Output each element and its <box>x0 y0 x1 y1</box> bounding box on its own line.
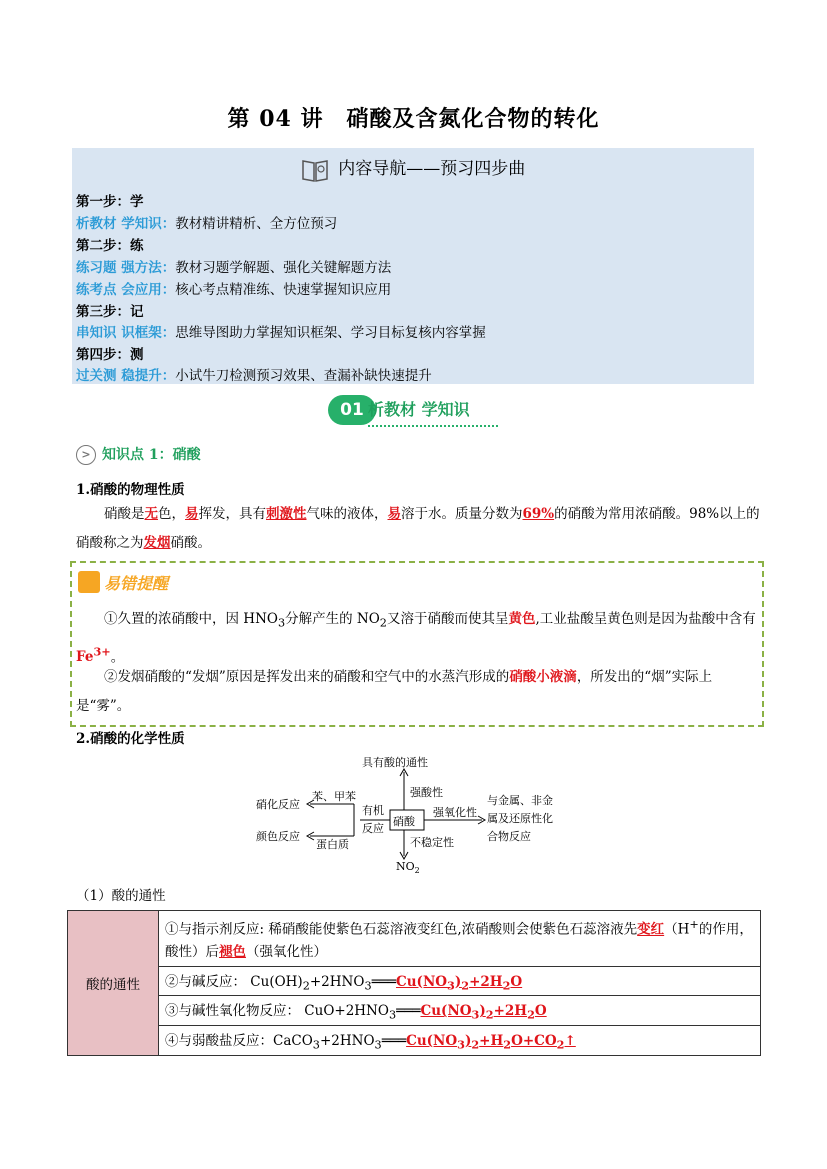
table-row <box>68 966 761 996</box>
nav-line: 析教材 学知识：教材精讲精析、全方位预习 <box>76 216 338 232</box>
table-cell: ②与碱反应： $Cu(OH)_2+2HNO_3═══Cu(NO_3)_2+2H_2O$ <box>159 966 761 996</box>
table-row <box>68 911 761 967</box>
nav-step-1: 第一步：学 <box>76 194 144 210</box>
diagram-r1: 强酸性 <box>410 786 443 799</box>
diagram-left2: 颜色反应 <box>256 830 300 843</box>
diagram-left1: 硝化反应 <box>256 798 300 811</box>
nav-heading <box>72 154 754 183</box>
diagram-org-sub2: 蛋白质 <box>316 838 349 851</box>
diagram-right3: 合物反应 <box>487 830 531 843</box>
section-label: 析教材 学知识 <box>368 400 470 419</box>
tip-badge: 易错提醒 <box>78 571 208 593</box>
chemical-properties-heading: 2.硝酸的化学性质 <box>76 731 185 747</box>
error-tip-box <box>70 561 764 727</box>
table-cell: ③与碱性氧化物反应： $CuO+2HNO_3═══Cu(NO_3)_2+2H_2O$ <box>159 996 761 1026</box>
nav-step-4: 第四步：测 <box>76 347 144 363</box>
nav-line: 过关测 稳提升：小试牛刀检测预习效果、查漏补缺快速提升 <box>76 368 432 384</box>
acid-properties-table <box>67 910 761 1056</box>
diagram-bottom: $NO_2$ <box>396 860 420 875</box>
nav-line: 串知识 识框架：思维导图助力掌握知识框架、学习目标复核内容掌握 <box>76 325 486 341</box>
warning-icon <box>78 571 100 593</box>
diagram-right2: 属及还原性化 <box>487 812 553 825</box>
nav-line: 练习题 强方法：教材习题学解题、强化关键解题方法 <box>76 260 392 276</box>
diagram-org1: 有机 <box>362 804 384 817</box>
diagram-org-sub1: 苯、甲苯 <box>312 790 356 803</box>
section-underline <box>368 425 498 427</box>
content-navigation-box <box>72 148 754 384</box>
nav-step-3: 第三步：记 <box>76 304 144 320</box>
section-badge <box>328 395 498 427</box>
page-title: 第 04 讲 硝酸及含氮化合物的转化 <box>227 106 600 132</box>
physical-properties-paragraph: 硝酸是无色，易挥发，具有刺激性气味的液体，易溶于水。质量分数为69%的硝酸为常用浓硝酸。98%以上的硝酸称之为发烟硝酸。 <box>76 506 760 551</box>
physical-properties-heading: 1.硝酸的物理性质 <box>76 482 185 498</box>
table-row <box>68 996 761 1026</box>
tip-item-1: ①久置的浓硝酸中，因 $HNO_3$分解产生的 $NO_2$又溶于硝酸而使其呈黄色,工业盐酸呈黄色则是因为盐酸中含有 $Fe^{3+}$。 <box>76 611 756 666</box>
section-number: 01 <box>328 395 376 425</box>
nitric-acid-property-diagram <box>250 752 580 876</box>
nav-step-2: 第二步：练 <box>76 238 144 254</box>
diagram-center: 硝酸 <box>393 815 415 828</box>
book-icon <box>301 157 329 183</box>
diagram-top: 具有酸的通性 <box>362 756 428 769</box>
table-row-label: 酸的通性 <box>68 911 159 1056</box>
arrow-right-icon: > <box>76 445 96 465</box>
diagram-r2: 强氧化性 <box>433 806 477 819</box>
tip-item-2: ②发烟硝酸的“发烟”原因是挥发出来的硝酸和空气中的水蒸汽形成的硝酸小液滴，所发出的“烟”实际上是“雾”。 <box>76 669 713 714</box>
diagram-r3: 不稳定性 <box>410 836 454 849</box>
table-row <box>68 1025 761 1055</box>
subsection-heading: （1）酸的通性 <box>76 888 166 904</box>
knowledge-point-heading: > 知识点 1：硝酸 <box>76 444 201 465</box>
table-cell: ①与指示剂反应: 稀硝酸能使紫色石蕊溶液变红色,浓硝酸则会使紫色石蕊溶液先变红（H+的作用，酸性）后褪色（强氧化性） <box>159 911 761 967</box>
table-cell: ④与弱酸盐反应：$CaCO_3+2HNO_3═══Cu(NO_3)_2+H_2O+CO_2↑$ <box>159 1025 761 1055</box>
diagram-right1: 与金属、非金 <box>487 794 553 807</box>
diagram-org2: 反应 <box>362 822 384 835</box>
nav-heading-text: 内容导航——预习四步曲 <box>338 159 526 179</box>
nav-line: 练考点 会应用：核心考点精准练、快速掌握知识应用 <box>76 282 392 298</box>
